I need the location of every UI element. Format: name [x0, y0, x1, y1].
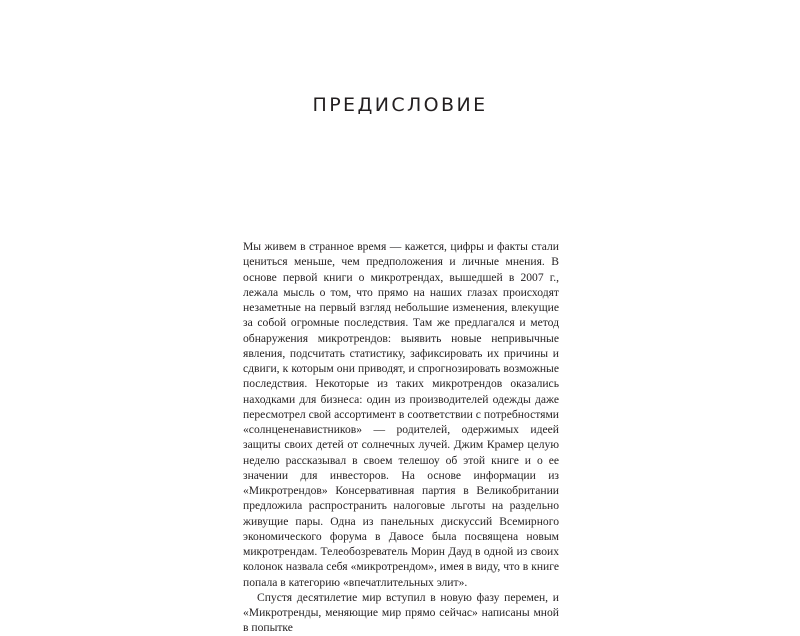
paragraph: Мы живем в странное время — кажется, цифры и факты стали цениться меньше, чем предположения и личные мнения. В основе первой книги о микротрендах, вышедшей в 2007 г., лежала мысль о том, что прямо на наших глазах происходят незаметные на первый взгляд небольшие изменения, влекущие за собой огромные последствия. Там же предлагался и метод обнаружения микротрендов: выявить новые непривычные явления, подсчитать статистику, зафиксировать их причины и сдвиги, к которым они приводят, и спрогнозировать возможные последствия. Некоторые из таких микротрендов оказались находками для бизнеса: один из производителей одежды даже пересмотрел свой ассортимент в соответствии с потребностями «солнцененавистников» — родителей, одержимых идеей защиты своих детей от солнечных лучей. Джим Крамер целую неделю рассказывал в своем телешоу об этой книге и о ее значении для инвесторов. На основе информации из «Микротрендов» Консервативная партия в Великобритании предложила распространить налоговые льготы на раздельно живущие пары. Одна из панельных дискуссий Всемирного экономического форума в Давосе была посвящена новым микротрендам. Телеобозреватель Морин Дауд в одной из своих колонок назвала себя «микротрендом», имея в виду, что в книге попала в категорию «впечатлительных элит».: [243, 240, 559, 589]
chapter-title: ПРЕДИСЛОВИЕ: [312, 94, 488, 116]
body-text: [243, 239, 559, 636]
paragraph: Спустя десятилетие мир вступил в новую фазу перемен, и «Микротренды, меняющие мир прямо сейчас» написаны мной в попытке: [243, 590, 559, 635]
